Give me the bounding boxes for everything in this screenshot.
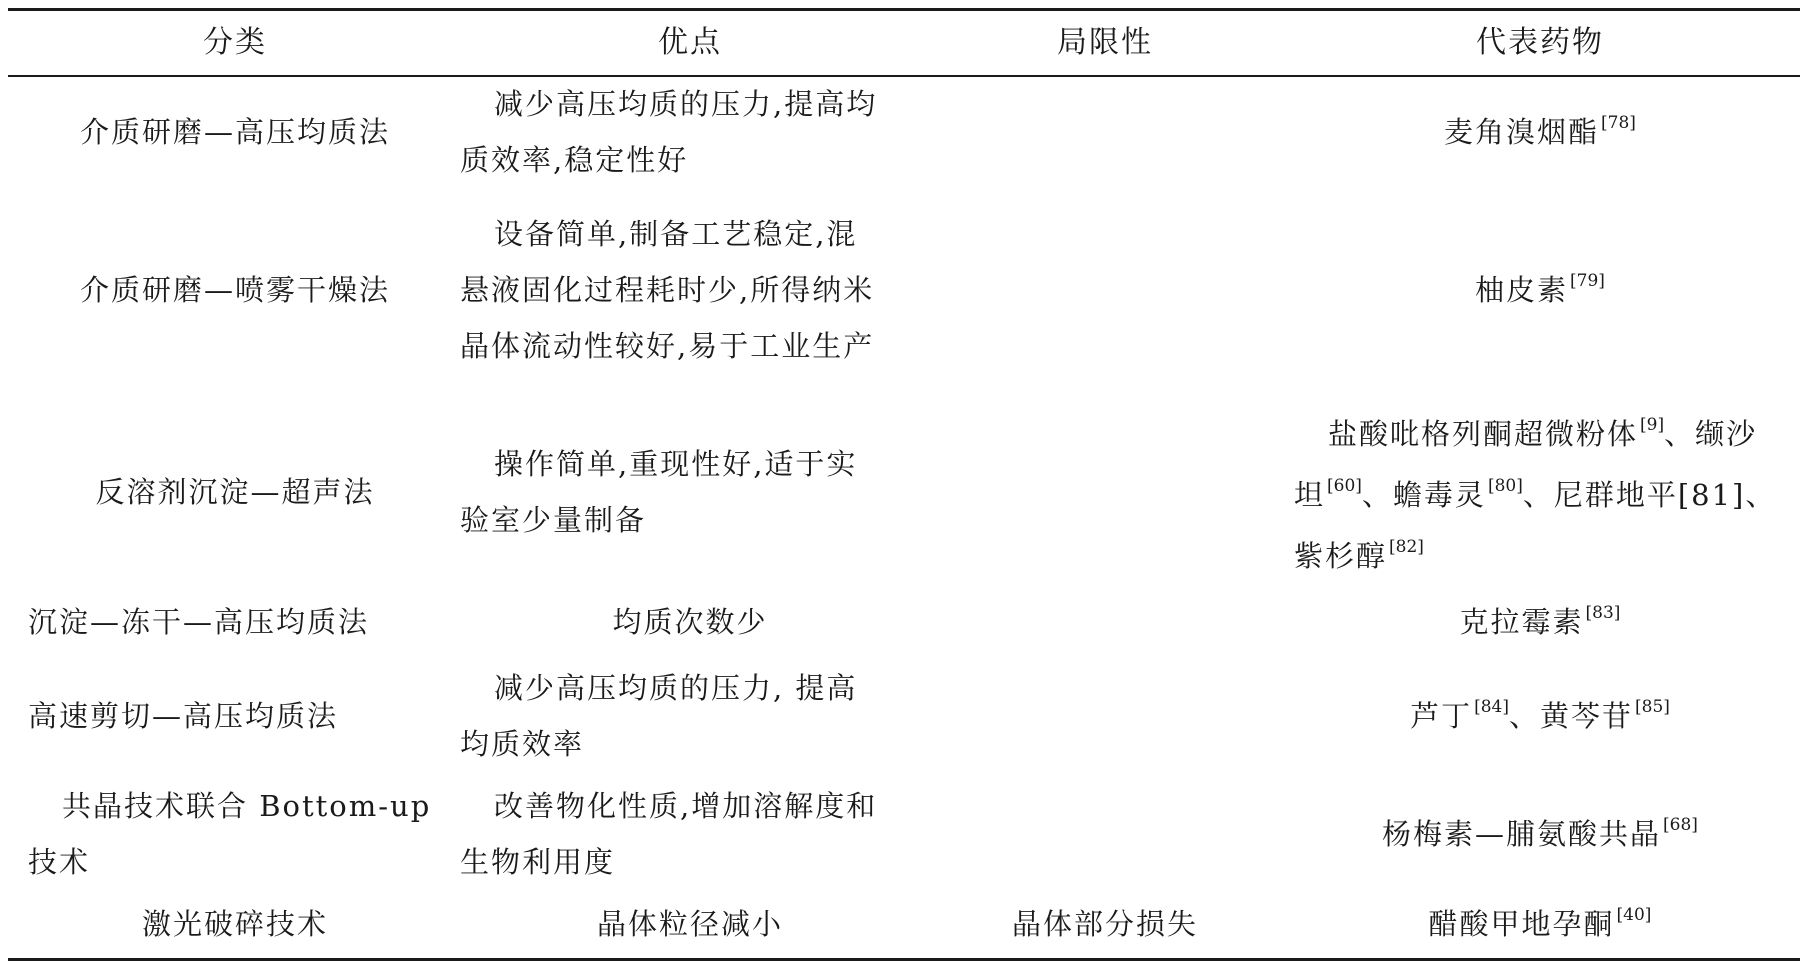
- row-6-advantages: 改善物化性质,增加溶解度和 生物利用度: [460, 789, 878, 879]
- row-7-drug: 醋酸甲地孕酮 [40]: [1428, 905, 1652, 941]
- row-4-drug: 克拉霉素 [83]: [1459, 603, 1621, 639]
- column-header-category: 分类: [203, 25, 267, 60]
- column-header-drugs: 代表药物: [1476, 25, 1604, 60]
- row-2-drug: 柚皮素 [79]: [1475, 271, 1605, 307]
- row-1-advantages: 减少高压均质的压力,提高均 质效率,稳定性好: [460, 87, 878, 177]
- row-4-category: 沉淀—冻干—高压均质法: [28, 605, 370, 639]
- row-1-category: 介质研磨—高压均质法: [79, 115, 390, 149]
- row-5-drugs: 芦丁 [84]、黄芩苷 [85]: [1410, 697, 1670, 733]
- row-3-drugs: 盐酸吡格列酮超微粉体 [9]、缬沙 坦 [60]、蟾毒灵 [80]、尼群地平[81]、 紫杉醇 [82]: [1294, 415, 1777, 573]
- row-7-advantages: 晶体粒径减小: [596, 907, 783, 941]
- column-header-advantages: 优点: [658, 25, 722, 60]
- row-2-category: 介质研磨—喷雾干燥法: [79, 273, 390, 307]
- row-5-advantages: 减少高压均质的压力, 提高 均质效率: [460, 671, 858, 761]
- row-3-category: 反溶剂沉淀—超声法: [95, 475, 375, 509]
- column-header-limitations: 局限性: [1057, 25, 1153, 60]
- row-5-category: 高速剪切—高压均质法: [28, 699, 339, 733]
- row-7-category: 激光破碎技术: [141, 907, 328, 941]
- row-3-advantages: 操作简单,重现性好,适于实 验室少量制备: [460, 447, 858, 537]
- row-2-advantages: 设备简单,制备工艺稳定,混 悬液固化过程耗时少,所得纳米 晶体流动性较好,易于工业生产: [460, 217, 875, 363]
- row-7-limitations: 晶体部分损失: [1011, 907, 1198, 941]
- row-4-advantages: 均质次数少: [612, 605, 768, 639]
- row-1-drug: 麦角溴烟酯 [78]: [1444, 113, 1636, 149]
- row-6-drug: 杨梅素—脯氨酸共晶 [68]: [1382, 815, 1698, 851]
- row-6-category: 共晶技术联合 Bottom-up 技术: [28, 789, 432, 879]
